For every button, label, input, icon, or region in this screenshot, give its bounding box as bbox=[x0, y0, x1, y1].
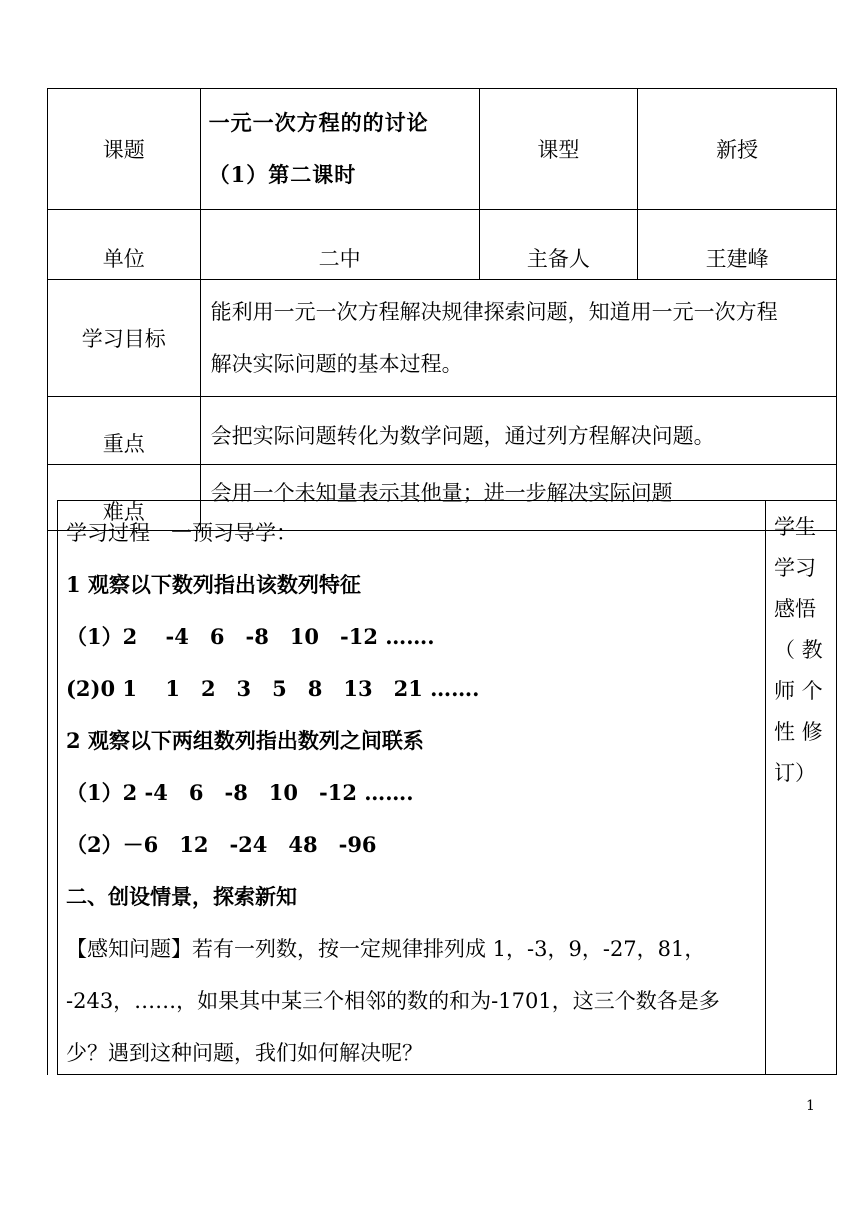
side-line: 学习 bbox=[774, 556, 816, 580]
objective-label: 学习目标 bbox=[48, 280, 201, 397]
preparer-label: 主备人 bbox=[479, 210, 638, 280]
task-2-seq-2: （2）－6 12 -24 48 -96 bbox=[66, 832, 377, 857]
problem-line-3: 少？遇到这种问题，我们如何解决呢？ bbox=[66, 1041, 423, 1065]
objective-line-1: 能利用一元一次方程解决规律探索问题，知道用一元一次方程 bbox=[210, 300, 778, 324]
unit-value: 二中 bbox=[200, 210, 479, 280]
problem-line-2: -243，……，如果其中某三个相邻的数的和为-1701，这三个数各是多 bbox=[66, 989, 720, 1013]
side-line: 订） bbox=[774, 761, 816, 785]
column-divider bbox=[765, 501, 766, 1074]
topic-label: 课题 bbox=[48, 89, 201, 210]
learning-process-content bbox=[66, 507, 758, 1079]
topic-line-2: （1）第二课时 bbox=[208, 162, 357, 187]
task-1-seq-1: （1）2 -4 6 -8 10 -12 ……. bbox=[66, 624, 435, 649]
objective-line-2: 解决实际问题的基本过程。 bbox=[210, 352, 463, 376]
task-2-title: 2 观察以下两组数列指出数列之间联系 bbox=[66, 728, 424, 753]
outer-left-border bbox=[47, 500, 48, 1075]
keypoint-label: 重点 bbox=[48, 397, 201, 465]
type-value: 新授 bbox=[638, 89, 837, 210]
preparer-value: 王建峰 bbox=[638, 210, 837, 280]
difficulty-text: 会用一个未知量表示其他量；进一步解决实际问题 bbox=[200, 465, 836, 531]
learning-process-box bbox=[57, 500, 837, 1075]
side-line: 感悟 bbox=[774, 597, 816, 621]
topic-value bbox=[200, 89, 479, 210]
page-number: 1 bbox=[806, 1098, 815, 1114]
side-line: （ 教 bbox=[774, 638, 823, 662]
process-heading: 学习过程 一预习导学： bbox=[66, 521, 297, 545]
side-line: 性 修 bbox=[774, 720, 823, 744]
side-line: 学生 bbox=[774, 515, 816, 539]
task-2-seq-1: （1）2 -4 6 -8 10 -12 ……. bbox=[66, 780, 414, 805]
unit-label: 单位 bbox=[48, 210, 201, 280]
type-label: 课型 bbox=[479, 89, 638, 210]
lesson-header-table bbox=[47, 88, 837, 531]
student-reflection-column bbox=[774, 507, 830, 794]
task-1-title: 1 观察以下数列指出该数列特征 bbox=[66, 572, 361, 597]
section-2-heading: 二、创设情景，探索新知 bbox=[66, 884, 297, 909]
objective-text bbox=[200, 280, 836, 397]
side-line: 师 个 bbox=[774, 679, 823, 703]
header-row-keypoint bbox=[48, 397, 837, 465]
topic-line-1: 一元一次方程的的讨论 bbox=[208, 110, 429, 135]
difficulty-label: 难点 bbox=[48, 465, 201, 531]
header-row-unit bbox=[48, 210, 837, 280]
header-row-objective bbox=[48, 280, 837, 397]
task-1-seq-2: (2)0 1 1 2 3 5 8 13 21 ……. bbox=[66, 676, 480, 701]
problem-line-1: 【感知问题】若有一列数，按一定规律排列成 1，-3，9，-27，81， bbox=[66, 937, 706, 961]
header-row-topic bbox=[48, 89, 837, 210]
keypoint-text: 会把实际问题转化为数学问题，通过列方程解决问题。 bbox=[200, 397, 836, 465]
